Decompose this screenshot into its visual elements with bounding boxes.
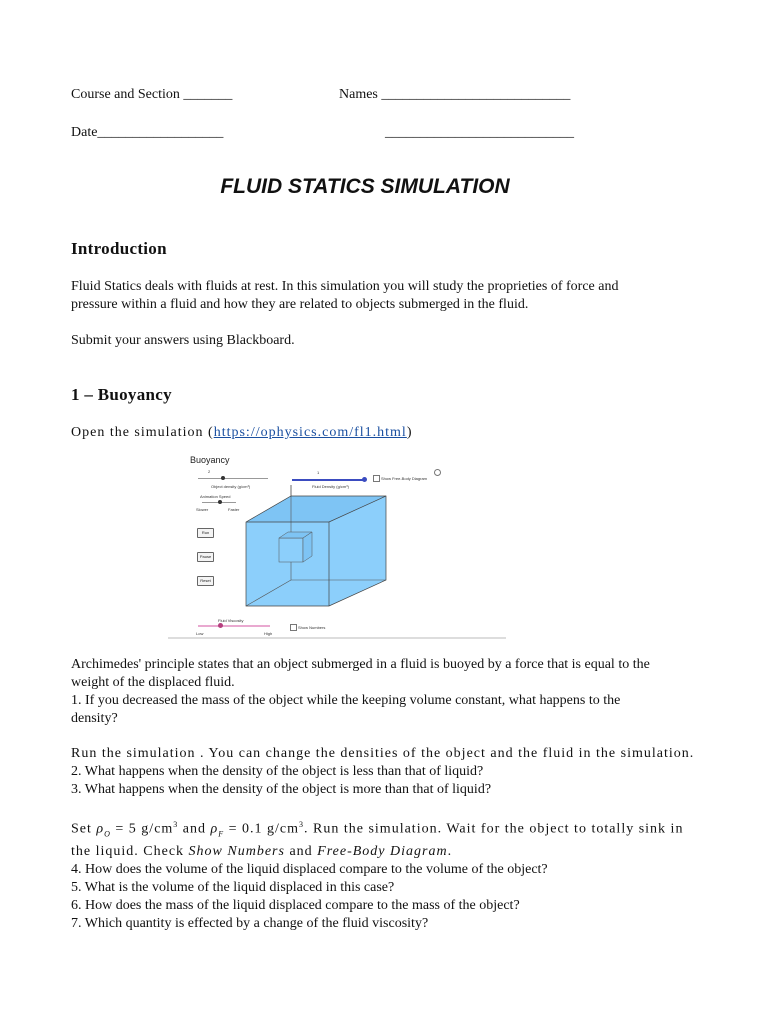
fbd-text: Free-Body Diagram bbox=[317, 844, 448, 860]
rho-f-subscript: F bbox=[218, 829, 225, 839]
introduction-heading: Introduction bbox=[71, 239, 167, 258]
object-density-label: Object density (g/cm³) bbox=[211, 484, 251, 489]
intro-line-1: Fluid Statics deals with fluids at rest. In this simulation you will study the proprieties of force and bbox=[71, 279, 619, 294]
question-2: 2. What happens when the density of the object is less than that of liquid? bbox=[71, 764, 484, 779]
open-suffix: ) bbox=[406, 425, 413, 440]
viscosity-slider-handle[interactable] bbox=[218, 623, 223, 628]
slower-label: Slower bbox=[196, 507, 209, 512]
archimedes-line-1: Archimedes' principle states that an object submerged in a fluid is buoyed by a force that is equal to the bbox=[71, 657, 650, 672]
cubed-1: 3 bbox=[173, 820, 179, 829]
question-4: 4. How does the volume of the liquid displaced compare to the volume of the object? bbox=[71, 862, 548, 878]
simulation-screenshot bbox=[168, 452, 506, 640]
fluid-density-value: 1 bbox=[317, 470, 320, 475]
submit-instruction: Submit your answers using Blackboard. bbox=[71, 333, 295, 348]
simulation-link[interactable]: https://ophysics.com/fl1.html bbox=[213, 425, 407, 440]
low-label: Low bbox=[196, 631, 204, 636]
names-field: Names ___________________________ bbox=[339, 87, 571, 102]
submerged-object bbox=[279, 538, 303, 562]
fluid-viscosity-label: Fluid Viscosity bbox=[218, 618, 244, 623]
question-3: 3. What happens when the density of the object is more than that of liquid? bbox=[71, 782, 492, 797]
show-numbers-label: Show Numbers bbox=[298, 625, 326, 630]
names-field-line2: ___________________________ bbox=[385, 125, 574, 140]
check-b: and bbox=[284, 844, 318, 860]
date-field: Date__________________ bbox=[71, 125, 224, 140]
set-b: = 5 g/cm bbox=[110, 821, 174, 837]
buoyancy-heading: 1 – Buoyancy bbox=[71, 385, 172, 404]
set-d: = 0.1 g/cm bbox=[224, 821, 300, 837]
reset-button[interactable]: Reset bbox=[197, 576, 214, 586]
viscosity-slider-track[interactable] bbox=[198, 625, 270, 627]
animation-speed-label: Animation Speed bbox=[200, 494, 231, 499]
pause-button[interactable]: Pause bbox=[197, 552, 214, 562]
fluid-tank bbox=[168, 452, 506, 640]
open-prefix: Open the simulation ( bbox=[71, 425, 214, 440]
question-1-line-1: 1. If you decreased the mass of the object while the keeping volume constant, what happens to the bbox=[71, 693, 621, 708]
question-6: 6. How does the mass of the liquid displaced compare to the mass of the object? bbox=[71, 898, 520, 914]
fluid-density-label: Fluid Density (g/cm³) bbox=[312, 484, 349, 489]
archimedes-paragraph bbox=[71, 656, 711, 728]
rho-symbol: ρ bbox=[96, 821, 105, 837]
question-7: 7. Which quantity is effected by a change of the fluid viscosity? bbox=[71, 916, 429, 932]
check-options-line bbox=[71, 843, 711, 861]
check-a: the liquid. Check bbox=[71, 844, 189, 860]
set-a: Set bbox=[71, 821, 97, 837]
set-densities-line bbox=[71, 816, 711, 843]
show-numbers-checkbox[interactable] bbox=[290, 624, 297, 631]
show-fbd-label: Show Free-Body Diagram bbox=[381, 476, 428, 481]
run-simulation-line: Run the simulation . You can change the densities of the object and the fluid in the simulation. bbox=[71, 746, 695, 761]
intro-line-2: pressure within a fluid and how they are related to objects submerged in the fluid. bbox=[71, 297, 529, 312]
run-simulation-paragraph bbox=[71, 745, 711, 799]
object-density-value: 2 bbox=[208, 469, 211, 474]
introduction-paragraph bbox=[71, 278, 711, 314]
open-simulation-line bbox=[71, 424, 413, 442]
check-c: . bbox=[447, 844, 453, 860]
rho-o-subscript: O bbox=[104, 829, 111, 839]
set-e: . Run the simulation. Wait for the object to totally sink in bbox=[304, 821, 684, 837]
set-c: and bbox=[178, 821, 211, 837]
setup-paragraph bbox=[71, 816, 711, 933]
archimedes-line-2: weight of the displaced fluid. bbox=[71, 675, 235, 690]
question-1-line-2: density? bbox=[71, 711, 118, 726]
high-label: High bbox=[264, 631, 273, 636]
question-5: 5. What is the volume of the liquid displaced in this case? bbox=[71, 880, 395, 896]
cubed-2: 3 bbox=[299, 820, 305, 829]
course-section-field: Course and Section _______ bbox=[71, 87, 233, 102]
page-title: FLUID STATICS SIMULATION bbox=[220, 175, 510, 198]
sim-title: Buoyancy bbox=[190, 455, 230, 465]
rho-symbol-2: ρ bbox=[210, 821, 219, 837]
run-button[interactable]: Run bbox=[197, 528, 214, 538]
faster-label: Faster bbox=[228, 507, 240, 512]
show-numbers-text: Show Numbers bbox=[188, 844, 285, 860]
